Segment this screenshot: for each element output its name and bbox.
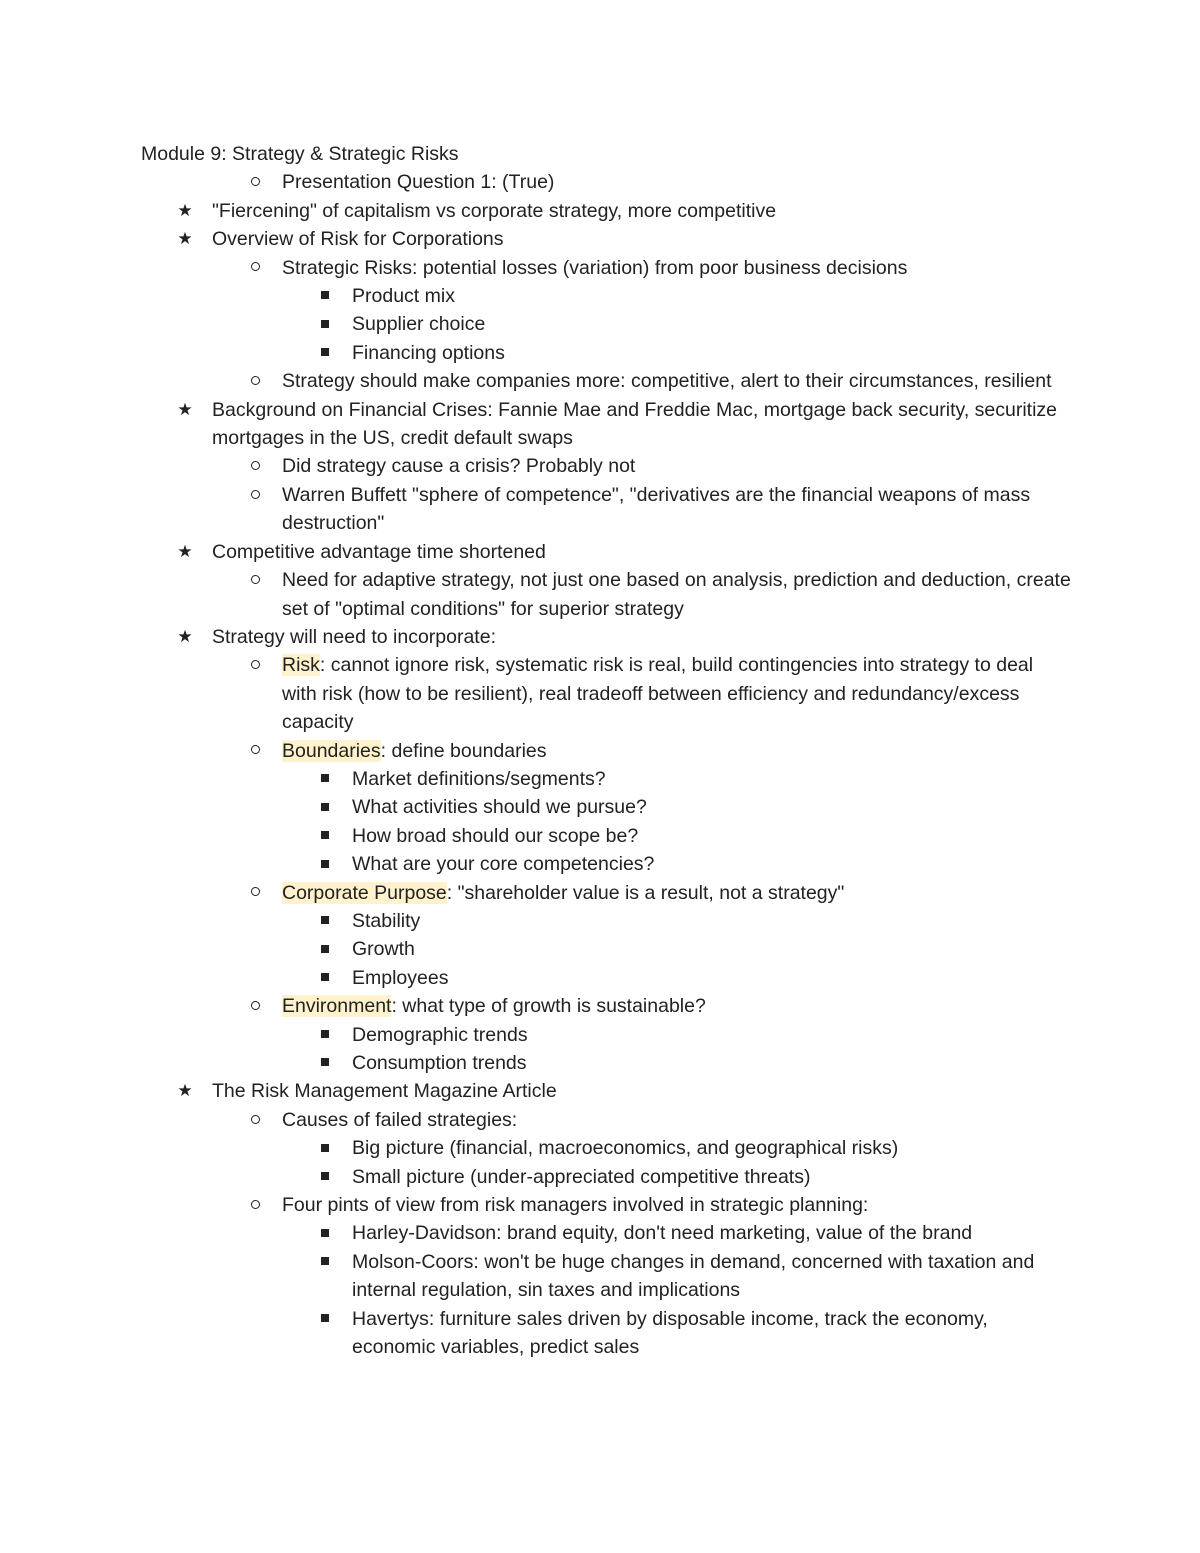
star-icon: ★: [177, 541, 193, 561]
square-icon: [315, 765, 335, 793]
item-text: Presentation Question 1: (True): [282, 171, 555, 194]
item-text: Market definitions/segments?: [352, 767, 606, 790]
item-text: Supplier choice: [352, 313, 486, 336]
circle-icon: [245, 1106, 265, 1134]
square-icon: [315, 1134, 335, 1162]
square-icon: [315, 793, 335, 821]
circle-icon: [245, 254, 265, 282]
item-text: Four pints of view from risk managers involved in strategic planning:: [282, 1194, 869, 1217]
list-item: [141, 1021, 1071, 1049]
item-text: Stability: [352, 909, 421, 932]
star-icon: ★: [177, 200, 193, 220]
highlighted-term: Environment: [282, 995, 392, 1018]
highlighted-term: Corporate Purpose: [282, 881, 447, 904]
item-text: Consumption trends: [352, 1052, 527, 1074]
list-item: [141, 651, 1071, 736]
list-item: [141, 1077, 1071, 1105]
square-icon: [315, 282, 335, 310]
square-icon: [315, 339, 335, 367]
list-item: [141, 396, 1071, 453]
item-text: Small picture (under-appreciated competitive threats): [352, 1165, 811, 1188]
circle-icon: [245, 452, 265, 480]
list-item: [141, 765, 1071, 793]
item-text: What are your core competencies?: [352, 853, 655, 876]
item-text: Need for adaptive strategy, not just one based on analysis, prediction and deduction, create set of "optimal conditions" for superior strategy: [282, 569, 1071, 620]
item-text: What activities should we pursue?: [352, 796, 647, 819]
list-item: [141, 879, 1071, 907]
circle-icon: [245, 566, 265, 594]
circle-icon: [245, 1191, 265, 1219]
list-item: [141, 452, 1071, 480]
item-text: Employees: [352, 966, 449, 989]
item-text: Big picture (financial, macroeconomics, and geographical risks): [352, 1137, 899, 1160]
square-icon: [315, 1021, 335, 1049]
item-text: : what type of growth is sustainable?: [391, 995, 706, 1018]
item-text: Strategic Risks: potential losses (variation) from poor business decisions: [282, 256, 908, 279]
item-text: Demographic trends: [352, 1023, 528, 1046]
list-item: [141, 1134, 1071, 1162]
list-item: [141, 1305, 1071, 1362]
highlighted-term: Risk: [282, 654, 320, 677]
list-item: [141, 1248, 1071, 1305]
item-text: Strategy should make companies more: competitive, alert to their circumstances, resilient: [282, 370, 1052, 393]
circle-icon: [245, 737, 265, 765]
circle-icon: [245, 879, 265, 907]
list-item: [141, 168, 1071, 196]
list-item: [141, 1163, 1071, 1191]
circle-icon: [245, 367, 265, 395]
list-item: [141, 367, 1071, 395]
item-text: The Risk Management Magazine Article: [212, 1080, 557, 1103]
item-text: Molson-Coors: won't be huge changes in demand, concerned with taxation and internal regulation, sin taxes and implications: [352, 1250, 1035, 1302]
square-icon: [315, 964, 335, 992]
item-text: "Fiercening" of capitalism vs corporate strategy, more competitive: [212, 199, 777, 222]
circle-icon: [245, 168, 265, 196]
star-icon: ★: [177, 1081, 193, 1101]
list-item: [141, 1049, 1071, 1077]
circle-icon: [245, 481, 265, 509]
notes-body: [141, 140, 1071, 1361]
list-item: [141, 935, 1071, 963]
square-icon: [315, 1248, 335, 1276]
list-item: [141, 310, 1071, 338]
item-text: : "shareholder value is a result, not a strategy": [446, 881, 845, 904]
star-icon: ★: [177, 399, 193, 419]
item-text: Overview of Risk for Corporations: [212, 228, 504, 251]
page-title: Module 9: Strategy & Strategic Risks: [141, 143, 459, 165]
circle-icon: [245, 651, 265, 679]
list-item: [141, 1106, 1071, 1134]
list-item: [141, 282, 1071, 310]
bullet-list: [141, 168, 1071, 1361]
list-item: [141, 850, 1071, 878]
item-text: Havertys: furniture sales driven by disposable income, track the economy, economic variables, predict sales: [352, 1307, 988, 1359]
highlighted-term: Boundaries: [282, 739, 381, 762]
list-item: [141, 1191, 1071, 1219]
item-text: Product mix: [352, 285, 455, 308]
square-icon: [315, 1305, 335, 1333]
item-text: : define boundaries: [380, 739, 547, 762]
list-item: [141, 793, 1071, 821]
star-icon: ★: [177, 626, 193, 646]
list-item: [141, 623, 1071, 651]
list-item: [141, 737, 1071, 765]
list-item: [141, 822, 1071, 850]
list-item: [141, 197, 1071, 225]
list-item: [141, 1219, 1071, 1247]
square-icon: [315, 822, 335, 850]
item-text: Strategy will need to incorporate:: [212, 625, 496, 648]
list-item: [141, 339, 1071, 367]
square-icon: [315, 1219, 335, 1247]
item-text: Harley-Davidson: brand equity, don't need marketing, value of the brand: [352, 1222, 973, 1245]
list-item: [141, 538, 1071, 566]
item-text: Growth: [352, 938, 415, 961]
item-text: Warren Buffett "sphere of competence", "derivatives are the financial weapons of mass destruction": [282, 483, 1031, 535]
square-icon: [315, 935, 335, 963]
list-item: [141, 907, 1071, 935]
list-item: [141, 225, 1071, 253]
square-icon: [315, 1049, 335, 1077]
list-item: [141, 964, 1071, 992]
item-text: Causes of failed strategies:: [282, 1108, 518, 1131]
list-item: [141, 481, 1071, 538]
item-text: Financing options: [352, 341, 505, 364]
item-text: : cannot ignore risk, systematic risk is real, build contingencies into strategy to deal with risk (how to be resilient), real tradeoff between efficiency and redundancy/excess capacity: [282, 654, 1034, 734]
item-text: Did strategy cause a crisis? Probably not: [282, 455, 636, 478]
list-item: [141, 992, 1071, 1020]
item-text: Competitive advantage time shortened: [212, 540, 546, 563]
item-text: Background on Financial Crises: Fannie Mae and Freddie Mac, mortgage back security, securitize mortgages in the US, credit default swaps: [212, 398, 1058, 450]
square-icon: [315, 310, 335, 338]
circle-icon: [245, 992, 265, 1020]
square-icon: [315, 907, 335, 935]
list-item: [141, 566, 1071, 623]
star-icon: ★: [177, 229, 193, 249]
list-item: [141, 254, 1071, 282]
square-icon: [315, 1163, 335, 1191]
square-icon: [315, 850, 335, 878]
item-text: How broad should our scope be?: [352, 824, 639, 847]
